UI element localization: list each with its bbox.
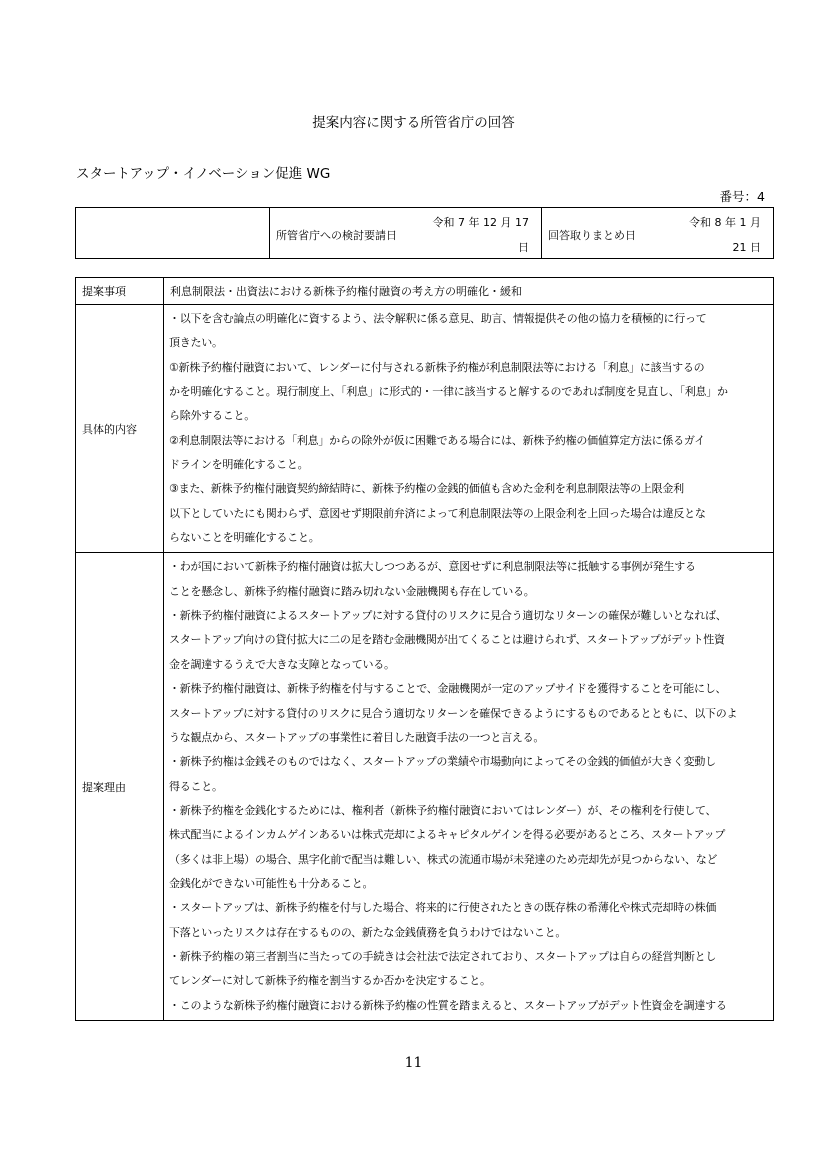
request-date-value: 令和 7 年 12 月 17: [432, 216, 529, 229]
reason-line: 下落といったリスクは存在するものの、新たな金銭債務を負うわけではないこと。: [169, 925, 567, 939]
reason-line: 金銭化ができない可能性も十分あること。: [169, 876, 374, 890]
detail-line: 以下としていたにも関わらず、意図せず期限前弁済によって利息制限法等の上限金利を上回った場合は違反とな: [169, 506, 706, 520]
detail-line: ・以下を含む論点の明確化に資するよう、法令解釈に係る意見、助言、情報提供その他の協力を積極的に行って: [169, 312, 707, 325]
date-table: [75, 207, 774, 259]
answer-date-value: 令和 8 年 1 月: [689, 216, 761, 229]
reason-line: スタートアップ向けの貸付拡大に二の足を踏む金融機関が出てくることは避けられず、スタートアップがデット性資: [169, 633, 725, 647]
reason-line: 株式配当によるインカムゲインあるいは株式売却によるキャピタルゲインを得る必要があるところ、スタートアップ: [169, 828, 726, 842]
reason-line: ・新株予約権を金銭化するためには、権利者（新株予約権付融資においてはレンダー）が、その権利を行使して、: [169, 803, 717, 817]
reason-line: ・新株予約権の第三者割当に当たっての手続きは会社法で法定されており、スタートアップは自らの経営判断とし: [169, 949, 717, 963]
detail-line: ②利息制限法等における「利息」からの除外が仮に困難である場合には、新株予約権の価値算定方法に係るガイ: [169, 433, 706, 447]
blank-cell: [76, 208, 270, 259]
working-group-name: スタートアップ・イノベーション促進 WG: [76, 166, 331, 182]
detail-row: [76, 305, 774, 553]
reason-line: うな観点から、スタートアップの事業性に着目した融資手法の一つと言える。: [169, 730, 545, 744]
proposal-item-row: [76, 278, 774, 305]
reason-line: （多くは非上場）の場合、黒字化前で配当は難しい、株式の流通市場が未発達のため売却先が見つからない、など: [169, 852, 718, 866]
detail-line: ③また、新株予約権付融資契約締結時に、新株予約権の金銭的価値も含めた金利を利息制限法等の上限金利: [169, 482, 684, 496]
document-title: 提案内容に関する所管省庁の回答: [312, 115, 515, 131]
reason-line: スタートアップに対する貸付のリスクに見合う適切なリターンを確保できるようにするものであるとともに、以下のよ: [169, 706, 738, 720]
request-date-label: 所管省庁への検討要請日: [276, 229, 397, 242]
detail-content: [164, 305, 774, 553]
proposal-number: 番号：4: [719, 189, 765, 204]
request-date-cell: [270, 208, 542, 259]
detail-line: らないことを明確化すること。: [169, 531, 320, 545]
request-date-value-day: 日: [518, 241, 529, 254]
detail-line: 頂きたい。: [169, 336, 223, 350]
reason-line: てレンダーに対して新株予約権を割当するか否かを決定すること。: [169, 974, 491, 988]
reason-line: 金を調達するうえで大きな支障となっている。: [169, 657, 395, 671]
page-number: 11: [404, 1055, 423, 1071]
detail-line: ら除外すること。: [169, 409, 255, 423]
reason-line: ・新株予約権は金銭そのものではなく、スタートアップの業績や市場動向によってその金銭的価値が大きく変動し: [169, 755, 716, 769]
reason-line: ・わが国において新株予約権付融資は拡大しつつあるが、意図せずに利息制限法等に抵触する事例が発生する: [169, 560, 696, 574]
detail-line: ①新株予約権付融資において、レンダーに付与される新株予約権が利息制限法等における「利息」に該当するの: [169, 360, 705, 374]
detail-line: ドラインを明確化すること。: [169, 458, 309, 472]
reason-line: ・新株予約権付融資は、新株予約権を付与することで、金融機関が一定のアップサイドを獲得することを可能にし、: [169, 682, 727, 696]
reason-line: ・新株予約権付融資によるスタートアップに対する貸付のリスクに見合う適切なリターンの確保が難しいとなれば、: [169, 609, 727, 623]
reason-line: 得ること。: [169, 779, 223, 793]
proposal-table: [75, 277, 774, 1021]
answer-date-value-day: 21 日: [732, 241, 761, 254]
reason-line: ・このような新株予約権付融資における新株予約権の性質を踏まえると、スタートアップがデット性資金を調達する: [169, 998, 727, 1012]
answer-date-cell: [542, 208, 774, 259]
reason-line: ことを懸念し、新株予約権付融資に踏み切れない金融機関も存在している。: [169, 584, 535, 598]
reason-content: [164, 553, 774, 1021]
detail-line: かを明確化すること。現行制度上、「利息」に形式的・一律に該当すると解するのであれば制度を見直し、「利息」か: [169, 385, 728, 399]
detail-label: 具体的内容: [76, 305, 164, 553]
reason-label: 提案理由: [76, 553, 164, 1021]
proposal-item-text: 利息制限法・出資法における新株予約権付融資の考え方の明確化・緩和: [164, 278, 774, 305]
reason-line: ・スタートアップは、新株予約権を付与した場合、将来的に行使されたときの既存株の希薄化や株式売却時の株価: [169, 901, 717, 915]
reason-row: [76, 553, 774, 1021]
answer-date-label: 回答取りまとめ日: [548, 229, 636, 242]
proposal-item-label: 提案事項: [76, 278, 164, 305]
